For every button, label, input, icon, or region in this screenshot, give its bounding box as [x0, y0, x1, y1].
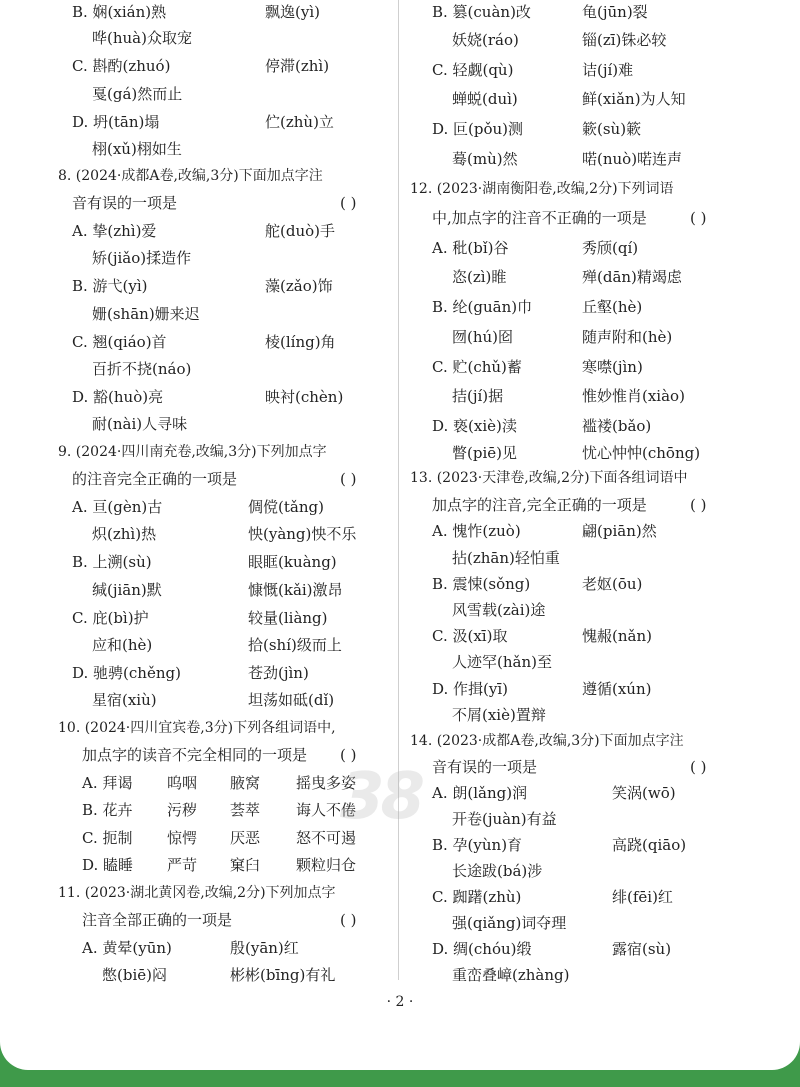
text-line: D. 驰骋(chěng)	[72, 664, 181, 682]
text-line: 摇曳多姿	[296, 774, 357, 792]
text-line: A. 秕(bǐ)谷	[432, 239, 509, 257]
text-line: 诲人不倦	[296, 801, 357, 819]
question-stem: 13. (2023·天津卷,改编,2分)下面各组词语中	[410, 470, 688, 486]
text-line: 颗粒归仓	[296, 856, 357, 874]
text-line: 戛(gá)然而止	[92, 85, 183, 103]
text-line: 拾(shí)级而上	[248, 636, 342, 654]
text-line: 缄(jiān)默	[92, 581, 162, 599]
text-line: 厌恶	[230, 829, 261, 847]
text-line: 严苛	[167, 856, 198, 874]
text-line: A. 亘(gèn)古	[72, 498, 163, 516]
text-line: 笑涡(wō)	[612, 784, 676, 802]
text-line: 绯(fēi)红	[612, 888, 673, 906]
text-line: D. 作揖(yī)	[432, 680, 509, 698]
text-line: C. 贮(chǔ)蓄	[432, 358, 522, 376]
text-line: 停滞(zhì)	[265, 57, 330, 75]
text-line: D. 绸(chóu)缎	[432, 940, 532, 958]
question-stem: 12. (2023·湖南衡阳卷,改编,2分)下列词语	[410, 181, 674, 197]
text-line: 人迹罕(hǎn)至	[452, 653, 552, 671]
question-stem: 11. (2023·湖北黄冈卷,改编,2分)下列加点字	[58, 885, 336, 901]
answer-parentheses: ( )	[690, 758, 707, 776]
text-line: 强(qiǎng)词夺理	[452, 914, 567, 932]
text-line: 音有误的一项是	[72, 194, 178, 212]
text-line: C. 汲(xī)取	[432, 627, 508, 645]
text-line: A. 黄晕(yūn)	[82, 939, 172, 957]
text-line: 忧心忡忡(chōng)	[582, 444, 701, 462]
text-line: 风雪载(zài)途	[452, 601, 546, 619]
text-line: 腋窝	[230, 774, 261, 792]
text-line: 呜咽	[167, 774, 198, 792]
text-line: C. 扼制	[82, 829, 133, 847]
text-line: 怒不可遏	[296, 829, 357, 847]
text-line: 高跷(qiāo)	[612, 836, 687, 854]
text-line: 注音全部正确的一项是	[82, 911, 233, 929]
text-line: 翩(piān)然	[582, 522, 657, 540]
text-line: 加点字的读音不完全相同的一项是	[82, 746, 308, 764]
text-line: 污秽	[167, 801, 198, 819]
text-line: 坦荡如砥(dǐ)	[248, 691, 335, 709]
question-stem: 10. (2024·四川宜宾卷,3分)下列各组词语中,	[58, 720, 336, 736]
text-line: 较量(liàng)	[248, 609, 328, 627]
text-line: D. 豁(huò)亮	[72, 388, 164, 406]
text-line: 飘逸(yì)	[265, 3, 320, 21]
text-line: 龟(jūn)裂	[582, 3, 648, 21]
page-number: · 2 ·	[386, 994, 414, 1010]
text-line: 妖娆(ráo)	[452, 31, 519, 49]
text-line: 恣(zì)睢	[452, 268, 507, 286]
text-line: 窠臼	[230, 856, 261, 874]
text-line: A. 拜谒	[82, 774, 133, 792]
text-line: 姗(shān)姗来迟	[92, 305, 200, 323]
text-line: 慷慨(kǎi)激昂	[248, 581, 343, 599]
text-line: 蓦(mù)然	[452, 150, 518, 168]
text-line: A. 挚(zhì)爱	[72, 222, 157, 240]
text-line: 丘壑(hè)	[582, 298, 643, 316]
text-line: 长途跋(bá)涉	[452, 862, 543, 880]
text-line: 开卷(juàn)有益	[452, 810, 557, 828]
text-line: B. 纶(guān)巾	[432, 298, 533, 316]
text-line: B. 花卉	[82, 801, 133, 819]
question-stem: 8. (2024·成都A卷,改编,3分)下面加点字注	[58, 168, 323, 184]
text-line: B. 篡(cuàn)改	[432, 3, 531, 21]
text-line: C. 踟躇(zhù)	[432, 888, 522, 906]
text-line: 舵(duò)手	[265, 222, 335, 240]
text-line: 加点字的注音,完全正确的一项是	[432, 496, 647, 514]
text-line: 怏(yàng)怏不乐	[248, 525, 357, 543]
text-line: A. 朗(lǎng)润	[432, 784, 528, 802]
text-line: 栩(xǔ)栩如生	[92, 140, 182, 158]
text-line: 棱(líng)角	[265, 333, 336, 351]
answer-parentheses: ( )	[340, 470, 357, 488]
text-line: 褴褛(bǎo)	[582, 417, 652, 435]
text-line: 诘(jí)难	[582, 61, 634, 79]
text-line: 簌(sù)簌	[582, 120, 642, 138]
answer-parentheses: ( )	[340, 746, 357, 764]
text-line: 不屑(xiè)置辩	[452, 706, 546, 724]
text-line: 音有误的一项是	[432, 758, 538, 776]
text-line: B. 游弋(yì)	[72, 277, 148, 295]
text-line: C. 轻觑(qù)	[432, 61, 514, 79]
text-line: 的注音完全正确的一项是	[72, 470, 238, 488]
text-line: 老妪(ōu)	[582, 575, 643, 593]
text-line: 鲜(xiǎn)为人知	[582, 90, 686, 108]
text-line: 苍劲(jìn)	[248, 664, 309, 682]
text-line: C. 翘(qiáo)首	[72, 333, 167, 351]
text-line: 眼眶(kuàng)	[248, 553, 337, 571]
text-line: D. 亵(xiè)渎	[432, 417, 517, 435]
text-line: 矫(jiǎo)揉造作	[92, 249, 192, 267]
text-line: 囫(hú)囵	[452, 328, 514, 346]
text-line: 随声附和(hè)	[582, 328, 673, 346]
text-line: 炽(zhì)热	[92, 525, 157, 543]
text-line: 惟妙惟肖(xiào)	[582, 387, 685, 405]
text-line: 拈(zhān)轻怕重	[452, 549, 560, 567]
text-line: 露宿(sù)	[612, 940, 672, 958]
text-line: D. 瞌睡	[82, 856, 134, 874]
text-line: C. 斟酌(zhuó)	[72, 57, 171, 75]
text-line: 憋(biē)闷	[102, 966, 167, 984]
text-line: 殷(yān)红	[230, 939, 299, 957]
text-line: 愧赧(nǎn)	[582, 627, 652, 645]
text-line: 伫(zhù)立	[265, 113, 334, 131]
text-line: D. 坍(tān)塌	[72, 113, 160, 131]
text-line: 拮(jí)据	[452, 387, 504, 405]
text-line: 寒噤(jìn)	[582, 358, 643, 376]
text-line: 遵循(xún)	[582, 680, 652, 698]
watermark-logo: 38	[340, 760, 422, 834]
answer-parentheses: ( )	[340, 194, 357, 212]
text-line: B. 孕(yùn)育	[432, 836, 523, 854]
text-line: A. 愧怍(zuò)	[432, 522, 521, 540]
text-line: 百折不挠(náo)	[92, 360, 192, 378]
text-line: 中,加点字的注音不正确的一项是	[432, 209, 647, 227]
text-line: B. 上溯(sù)	[72, 553, 152, 571]
text-line: 藻(zǎo)饰	[265, 277, 333, 295]
answer-parentheses: ( )	[340, 911, 357, 929]
text-line: C. 庇(bì)护	[72, 609, 149, 627]
answer-parentheses: ( )	[690, 496, 707, 514]
answer-parentheses: ( )	[690, 209, 707, 227]
text-line: 喏(nuò)喏连声	[582, 150, 683, 168]
text-line: 耐(nài)人寻味	[92, 415, 188, 433]
text-line: 锱(zī)铢必较	[582, 31, 667, 49]
text-line: 映衬(chèn)	[265, 388, 344, 406]
text-line: 重峦叠嶂(zhàng)	[452, 966, 570, 984]
text-line: 瞥(piē)见	[452, 444, 517, 462]
text-line: 殚(dān)精竭虑	[582, 268, 682, 286]
text-line: 星宿(xiù)	[92, 691, 157, 709]
text-line: 倜傥(tǎng)	[248, 498, 324, 516]
text-line: D. 叵(pǒu)测	[432, 120, 524, 138]
text-line: 彬彬(bīng)有礼	[230, 966, 336, 984]
text-line: 哗(huà)众取宠	[92, 29, 192, 47]
text-line: 应和(hè)	[92, 636, 153, 654]
text-line: 秀颀(qí)	[582, 239, 639, 257]
text-line: 蝉蜕(duì)	[452, 90, 518, 108]
text-line: B. 娴(xián)熟	[72, 3, 167, 21]
question-stem: 9. (2024·四川南充卷,改编,3分)下列加点字	[58, 444, 327, 460]
text-line: B. 震悚(sǒng)	[432, 575, 531, 593]
question-stem: 14. (2023·成都A卷,改编,3分)下面加点字注	[410, 733, 684, 749]
text-line: 惊愕	[167, 829, 198, 847]
text-line: 荟萃	[230, 801, 261, 819]
